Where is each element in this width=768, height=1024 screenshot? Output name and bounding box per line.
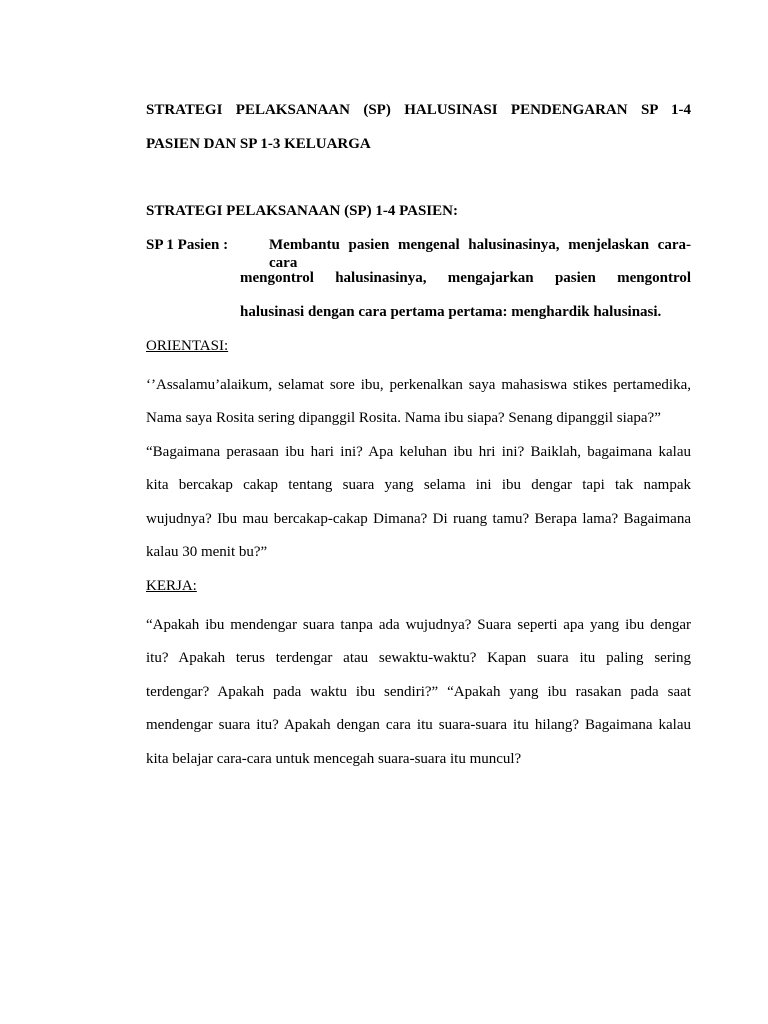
- sp1-description-line-1: Membantu pasien mengenal halusinasinya, menjelaskan cara- cara: [269, 237, 691, 271]
- document-title-line-1: STRATEGI PELAKSANAAN (SP) HALUSINASI PENDENGARAN SP 1-4: [146, 102, 691, 118]
- orientasi-heading: ORIENTASI:: [146, 338, 229, 354]
- orientasi-line: “Bagaimana perasaan ibu hari ini? Apa keluhan ibu hri ini? Baiklah, bagaimana kalau: [146, 444, 691, 460]
- kerja-line: itu? Apakah terus terdengar atau sewaktu-waktu? Kapan suara itu paling sering: [146, 650, 691, 666]
- orientasi-line: kalau 30 menit bu?”: [146, 544, 268, 560]
- orientasi-line: wujudnya? Ibu mau bercakap-cakap Dimana? Di ruang tamu? Berapa lama? Bagaimana: [146, 511, 691, 527]
- orientasi-line: ‘’Assalamu’alaikum, selamat sore ibu, perkenalkan saya mahasiswa stikes pertamedika,: [146, 377, 691, 393]
- sp1-description-line-3: halusinasi dengan cara pertama pertama: menghardik halusinasi.: [240, 304, 662, 320]
- sp1-label: SP 1 Pasien :: [146, 237, 229, 253]
- document-title-line-2: PASIEN DAN SP 1-3 KELUARGA: [146, 136, 371, 152]
- sp1-description-line-2: mengontrol halusinasinya, mengajarkan pasien mengontrol: [240, 270, 691, 286]
- kerja-heading: KERJA:: [146, 578, 197, 594]
- kerja-line: terdengar? Apakah pada waktu ibu sendiri?” “Apakah yang ibu rasakan pada saat: [146, 684, 691, 700]
- kerja-line: mendengar suara itu? Apakah dengan cara itu suara-suara itu hilang? Bagaimana kalau: [146, 717, 691, 733]
- kerja-line: “Apakah ibu mendengar suara tanpa ada wujudnya? Suara seperti apa yang ibu dengar: [146, 617, 691, 633]
- kerja-line: kita belajar cara-cara untuk mencegah suara-suara itu muncul?: [146, 751, 522, 767]
- section-heading: STRATEGI PELAKSANAAN (SP) 1-4 PASIEN:: [146, 203, 458, 219]
- orientasi-line: kita bercakap cakap tentang suara yang selama ini ibu dengar tapi tak nampak: [146, 477, 691, 493]
- orientasi-line: Nama saya Rosita sering dipanggil Rosita. Nama ibu siapa? Senang dipanggil siapa?”: [146, 410, 661, 426]
